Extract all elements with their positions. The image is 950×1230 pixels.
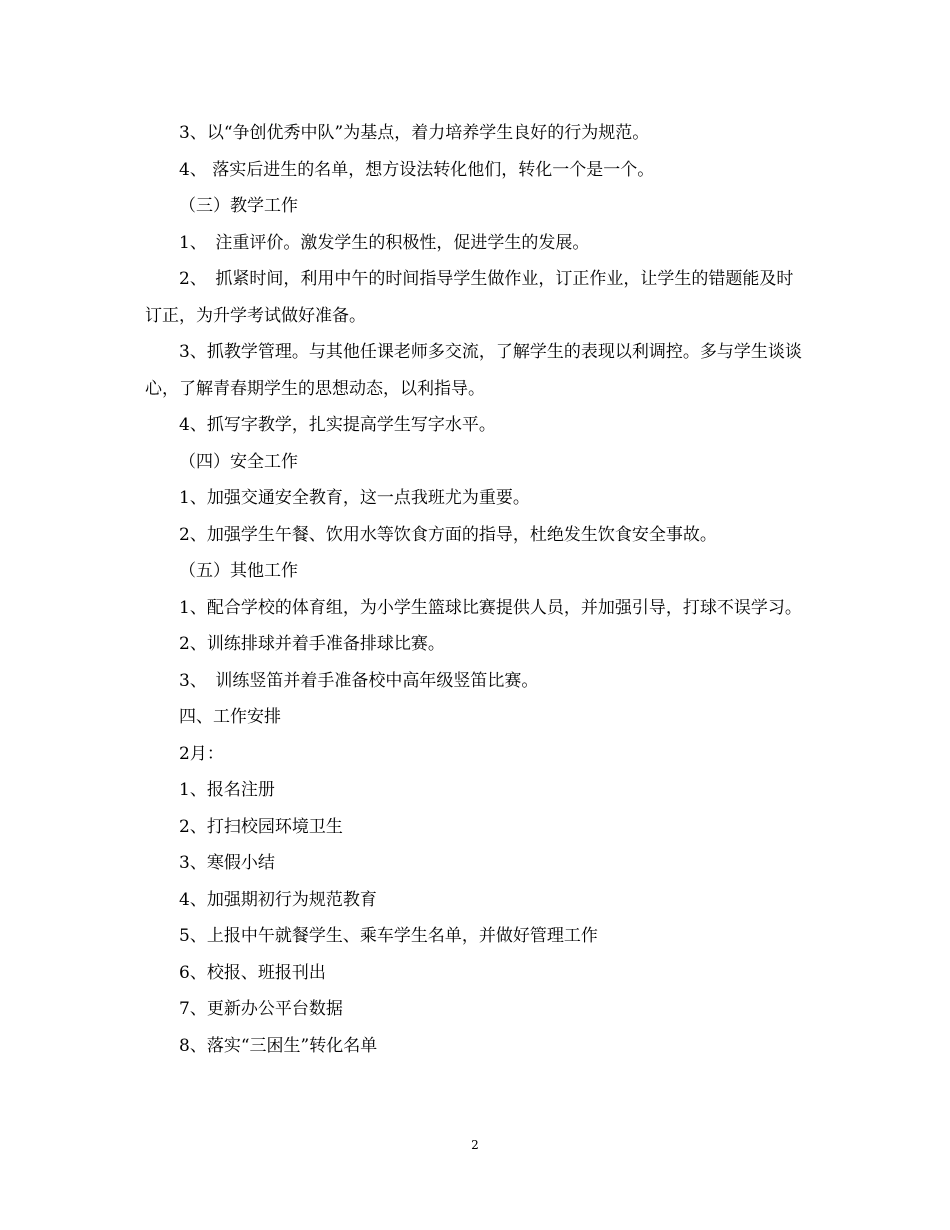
list-item: 6、校报、班报刊出 [179,962,326,983]
document-body [145,115,810,1064]
page-number: 2 [471,1138,479,1152]
section-heading: （四）安全工作 [179,451,298,472]
list-item: 5、上报中午就餐学生、乘车学生名单，并做好管理工作 [179,926,598,946]
paragraph: 2、 抓紧时间，利用中午的时间指导学生做作业，订正作业，让学生的错题能及时订正，为升学考试做好准备。 [145,269,794,326]
section-heading: 四、工作安排 [179,707,281,727]
paragraph: 1、配合学校的体育组，为小学生篮球比赛提供人员，并加强引导，打球不误学习。 [179,597,802,618]
paragraph: 4、抓写字教学，扎实提高学生写字水平。 [179,415,496,435]
list-item: 3、寒假小结 [179,853,275,873]
list-item: 4、加强期初行为规范教育 [179,889,377,910]
paragraph: 2、加强学生午餐、饮用水等饮食方面的指导，杜绝发生饮食安全事故。 [179,524,717,545]
month-heading: 2月： [179,743,224,764]
paragraph: 2、训练排球并着手准备排球比赛。 [179,634,445,654]
list-item: 2、打扫校园环境卫生 [179,816,343,837]
paragraph: 4、 落实后进生的名单，想方设法转化他们，转化一个是一个。 [179,159,655,180]
paragraph: 3、以“争创优秀中队”为基点，着力培养学生良好的行为规范。 [179,123,650,143]
list-item: 8、落实“三困生”转化名单 [179,1035,378,1056]
paragraph: 1、 注重评价。激发学生的积极性，促进学生的发展。 [179,232,590,253]
paragraph: 1、加强交通安全教育，这一点我班尤为重要。 [179,488,530,508]
paragraph: 3、 训练竖笛并着手准备校中高年级竖笛比赛。 [179,670,539,691]
list-item: 1、报名注册 [179,780,275,800]
paragraph: 3、抓教学管理。与其他任课老师多交流，了解学生的表现以利调控。多与学生谈谈心，了解青春期学生的思想动态，以利指导。 [145,342,802,399]
section-heading: （五）其他工作 [179,561,298,581]
section-heading: （三）教学工作 [179,196,298,216]
list-item: 7、更新办公平台数据 [179,999,343,1019]
